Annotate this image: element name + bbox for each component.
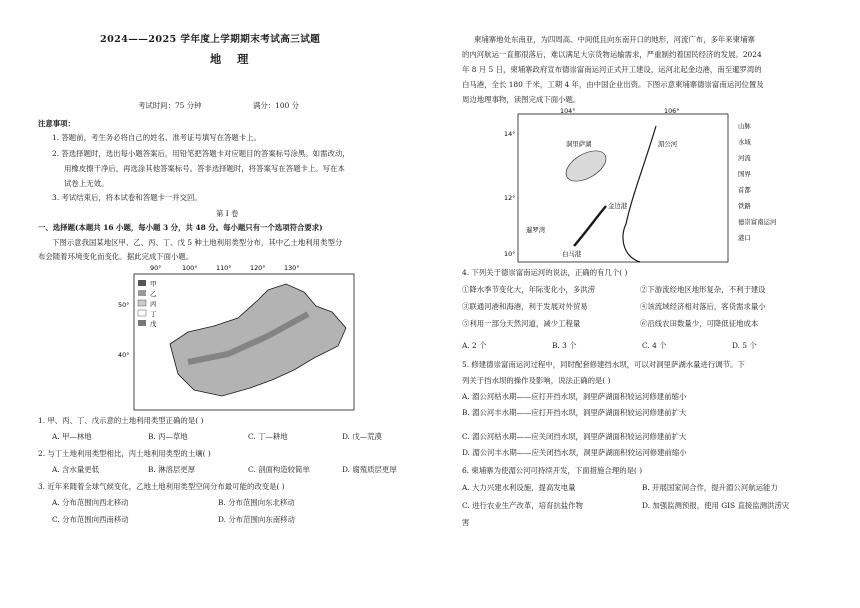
q4-item: ②下游流经地区地形复杂，不利于建设 (640, 285, 766, 294)
svg-text:国界: 国界 (738, 170, 751, 178)
q2-option-c: C. 剖面构造较简单 (248, 465, 310, 474)
place-label: 暹罗湾 (526, 226, 546, 234)
q1-option-d: D. 戊—荒漠 (342, 432, 382, 441)
q3-option-d: D. 分布范围向东南移动 (218, 515, 295, 524)
lat-label: 14° (504, 130, 516, 138)
question-2-stem: 2. 与丁土地利用类型相比，丙土地利用类型的土壤( ) (38, 449, 211, 458)
q4-option-a: A. 2 个 (462, 341, 487, 350)
exam-time: 考试时间：75 分钟 (138, 101, 202, 110)
place-label: 湄公河 (658, 140, 678, 148)
q5-option-c: C. 湄公河枯水期——应关闭挡水坝，洞里萨湖面积较运河修建前扩大 (462, 432, 687, 441)
land-use-map (118, 262, 360, 414)
lat-label: 10° (504, 250, 516, 258)
lon-label: 100° (182, 264, 198, 272)
svg-text:水域: 水域 (738, 138, 751, 146)
svg-text:丙: 丙 (150, 300, 157, 308)
lon-label: 104° (560, 107, 576, 115)
svg-text:铁路: 铁路 (738, 202, 751, 210)
note-item: 2. 答选择题时，选出每小题答案后，用铅笔把答题卡对应题目的答案标号涂黑。如需改动， (52, 149, 350, 158)
q2-option-b: B. 淋溶层更厚 (148, 465, 196, 474)
q2-option-a: A. 含水量更低 (52, 465, 99, 474)
q4-option-c: C. 4 个 (642, 341, 667, 350)
note-item: 试卷上无效。 (64, 179, 109, 188)
svg-text:港口: 港口 (738, 234, 751, 242)
q3-option-c: C. 分布范围向西南移动 (52, 515, 129, 524)
lon-label: 120° (250, 264, 266, 272)
notes-heading: 注意事项： (38, 119, 75, 128)
svg-text:甲: 甲 (150, 280, 157, 288)
section-intro: 布会随着环境变化而变化。据此完成下面小题。 (38, 252, 194, 261)
passage-line: 柬埔寨地处东南亚，为四周高、中间低且向东南开口的地形，河流广布，多年来柬埔寨 (474, 35, 755, 44)
full-score: 满分：100 分 (253, 101, 300, 110)
svg-text:乙: 乙 (150, 290, 157, 298)
question-3-stem: 3. 近年来随着全球气候变化，乙地土地利用类型空间分布最可能的改变是( ) (38, 482, 285, 491)
canal-map (504, 106, 776, 264)
q4-item: ③联通河港和海港，利于发展对外贸易 (462, 302, 588, 311)
svg-text:首都: 首都 (738, 186, 751, 194)
lon-label: 106° (664, 107, 680, 115)
place-label: 金边港 (608, 202, 628, 210)
section-intro: 下图示意我国某地区甲、乙、丙、丁、戊 5 种土地利用类型分布，其中乙土地利用类型分 (52, 238, 343, 247)
exam-title: 2024——2025 学年度上学期期末考试高三试题 (100, 34, 321, 45)
note-item: 3. 考试结束后，将本试卷和答题卡一并交回。 (52, 193, 202, 202)
place-label: 洞里萨湖 (566, 140, 592, 148)
subject-title: 地 理 (210, 52, 255, 66)
q3-option-a: A. 分布范围向西北移动 (52, 498, 129, 507)
section-heading: 一、选择题(本题共 16 小题，每小题 3 分，共 48 分。每小题只有一个选项符合要求) (38, 223, 323, 232)
q5-option-a: A. 湄公河枯水期——应打开挡水坝，洞里萨湖面积较运河修建前缩小 (462, 392, 687, 401)
section-label: 第 I 卷 (216, 209, 239, 218)
q5-option-b: B. 湄公河丰水期——应打开挡水坝，洞里萨湖面积较运河修建前扩大 (462, 408, 687, 417)
note-item: 1. 答题前，考生务必将自己的姓名、准考证号填写在答题卡上。 (52, 133, 261, 142)
q4-item: ①降水季节变化大，年际变化小，多洪涝 (462, 285, 596, 294)
question-4-stem: 4. 下列关于德崇富南运河的说法，正确的有几个( ) (462, 268, 628, 277)
place-label: 白马港 (562, 250, 582, 258)
q4-item: ⑥沿线农田数量少，可降低征地成本 (640, 319, 759, 328)
question-1-stem: 1. 甲、丙、丁、戊示意的土地利用类型正确的是( ) (38, 416, 204, 425)
q2-option-d: D. 腐殖质层更厚 (342, 465, 397, 474)
lat-label: 40° (118, 351, 130, 359)
q4-item: ④该流域经济相对落后，客货需求量小 (640, 302, 766, 311)
q6-option-a: A. 大力兴建水利设施，提高发电量 (462, 483, 576, 492)
q1-option-a: A. 甲—林地 (52, 432, 92, 441)
q6-option-b: B. 开展国家间合作，提升湄公河航运能力 (642, 483, 778, 492)
lat-label: 12° (504, 194, 516, 202)
q5-option-d: D. 湄公河丰水期——应关闭挡水坝，洞里萨湖面积较运河修建前缩小 (462, 448, 687, 457)
lon-label: 130° (284, 264, 300, 272)
q4-item: ⑤利用一部分天然河道，减少工程量 (462, 319, 581, 328)
question-6-stem: 6. 柬埔寨为使湄公河可持续开发，下面措施合理的是( ) (462, 466, 643, 475)
q6-option-d: D. 加强监测预报，使用 GIS 直接监测洪涝灾 (642, 501, 790, 510)
passage-line: 白马港，全长 180 千米，工期 4 年，由中国企业出资。下图示意柬埔寨德崇富南运河位置及 (462, 80, 764, 89)
q4-option-d: D. 5 个 (732, 341, 757, 350)
q1-option-c: C. 丁—耕地 (248, 432, 288, 441)
q3-option-b: B. 分布范围向东北移动 (218, 498, 295, 507)
map-legend (738, 121, 776, 242)
svg-text:丁: 丁 (150, 310, 157, 318)
question-5-stem-cont: 列关于挡水坝的操作及影响，说法正确的是( ) (462, 376, 611, 385)
svg-text:山脉: 山脉 (738, 122, 751, 130)
svg-text:戊: 戊 (150, 320, 157, 328)
passage-line: 的内河航运一直都很落后，难以满足大宗货物运输需求，严重制约着国民经济的发展。2024 (462, 50, 762, 59)
passage-line: 年 8 月 5 日，柬埔寨政府宣布德崇富南运河正式开工建设，运河北起金边港，南至暹罗湾的 (462, 65, 762, 74)
q6-option-d-cont: 害 (462, 518, 470, 527)
question-5-stem: 5. 修建德崇富南运河过程中，同时配套修建挡水坝，可以对洞里萨湖水量进行调节。下 (462, 360, 745, 369)
q6-option-c: C. 进行农业生产改革，培育抗盐作物 (462, 501, 583, 510)
lon-label: 90° (150, 264, 162, 272)
svg-text:德崇富南运河: 德崇富南运河 (738, 218, 776, 226)
note-item: 用橡皮擦干净后，再选涂其他答案标号。答非选择题时，将答案写在答题卡上。写在本 (64, 164, 345, 173)
lat-label: 50° (118, 301, 130, 309)
q4-option-b: B. 3 个 (552, 341, 577, 350)
lon-label: 110° (216, 264, 232, 272)
q1-option-b: B. 丙—草地 (148, 432, 188, 441)
svg-text:河流: 河流 (738, 154, 751, 162)
passage-line: 周边地理事物，读图完成下面小题。 (462, 95, 581, 104)
